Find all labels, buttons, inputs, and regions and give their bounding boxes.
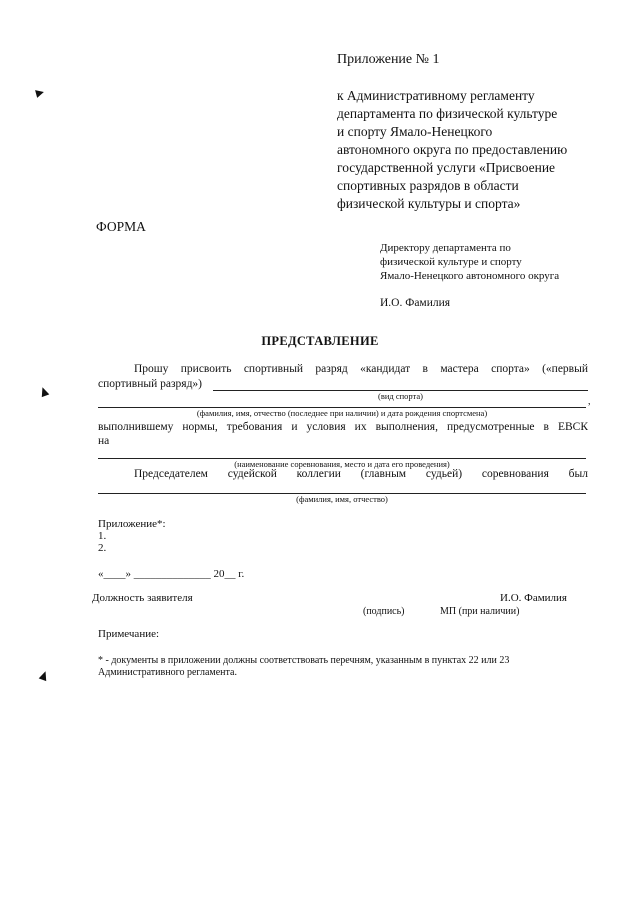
appendix-line: к Административному регламенту: [337, 88, 535, 103]
judge-caption: (фамилия, имя, отчество): [296, 494, 388, 504]
margin-mark: [35, 88, 45, 98]
margin-mark: [39, 386, 50, 397]
date-close-quote: »: [125, 568, 131, 580]
appendix-line: департамента по физической культуре: [337, 106, 558, 121]
judge-line: Председателем судейской коллегии (главным судьей) соревнования был: [134, 468, 588, 480]
appendix-line: и спорту Ямало-Ненецкого: [337, 124, 493, 139]
signature-caption: (подпись): [363, 606, 405, 617]
appendix-description: [337, 87, 597, 213]
date-year: 20__ г.: [213, 568, 245, 580]
note-text-1: * - документы в приложении должны соответствовать перечням, указанным в пунктах 22 или 23: [98, 655, 510, 666]
note-text-2: Административного регламента.: [98, 667, 237, 678]
note-label: Примечание:: [98, 628, 160, 640]
date-line: [98, 568, 244, 580]
appendix-line: физической культуры и спорта»: [337, 196, 521, 211]
field-comma: ,: [588, 396, 591, 407]
competition-caption: (наименование соревнования, место и дата его проведения): [234, 459, 450, 469]
attachments-label: Приложение*:: [98, 518, 166, 530]
date-day-field[interactable]: ____: [103, 568, 126, 580]
appendix-line: автономного округа по предоставлению: [337, 142, 568, 157]
addressee-line: Ямало-Ненецкого автономного округа: [380, 270, 560, 282]
request-line-1: Прошу присвоить спортивный разряд «кандидат в мастера спорта» («первый: [134, 363, 588, 375]
form-label: ФОРМА: [96, 219, 146, 234]
appendix-line: государственной услуги «Присвоение: [337, 160, 556, 175]
stamp-caption: МП (при наличии): [440, 606, 520, 617]
margin-mark: [39, 670, 50, 681]
date-month-field[interactable]: ______________: [133, 568, 211, 580]
attachment-item: 2.: [98, 542, 107, 554]
addressee-line: физической культуре и спорту: [380, 256, 522, 268]
sport-caption: (вид спорта): [378, 391, 423, 401]
athlete-caption: (фамилия, имя, отчество (последнее при наличии) и дата рождения спортсмена): [196, 408, 488, 418]
addressee-block: [380, 241, 610, 283]
norms-line: выполнившему нормы, требования и условия их выполнения, предусмотренные в ЕВСК: [98, 421, 588, 433]
request-line-2: спортивный разряд»): [98, 378, 202, 390]
applicant-name: И.О. Фамилия: [500, 592, 567, 604]
date-open-quote: «: [98, 568, 104, 580]
attachment-item: 1.: [98, 530, 107, 542]
on-label: на: [98, 435, 110, 447]
appendix-line: спортивных разрядов в области: [337, 178, 519, 193]
appendix-number: Приложение № 1: [337, 52, 440, 67]
document-title: ПРЕДСТАВЛЕНИЕ: [261, 334, 379, 348]
addressee-line: Директору департамента по: [380, 242, 511, 254]
addressee-name: И.О. Фамилия: [380, 297, 451, 309]
applicant-position: Должность заявителя: [92, 592, 193, 604]
